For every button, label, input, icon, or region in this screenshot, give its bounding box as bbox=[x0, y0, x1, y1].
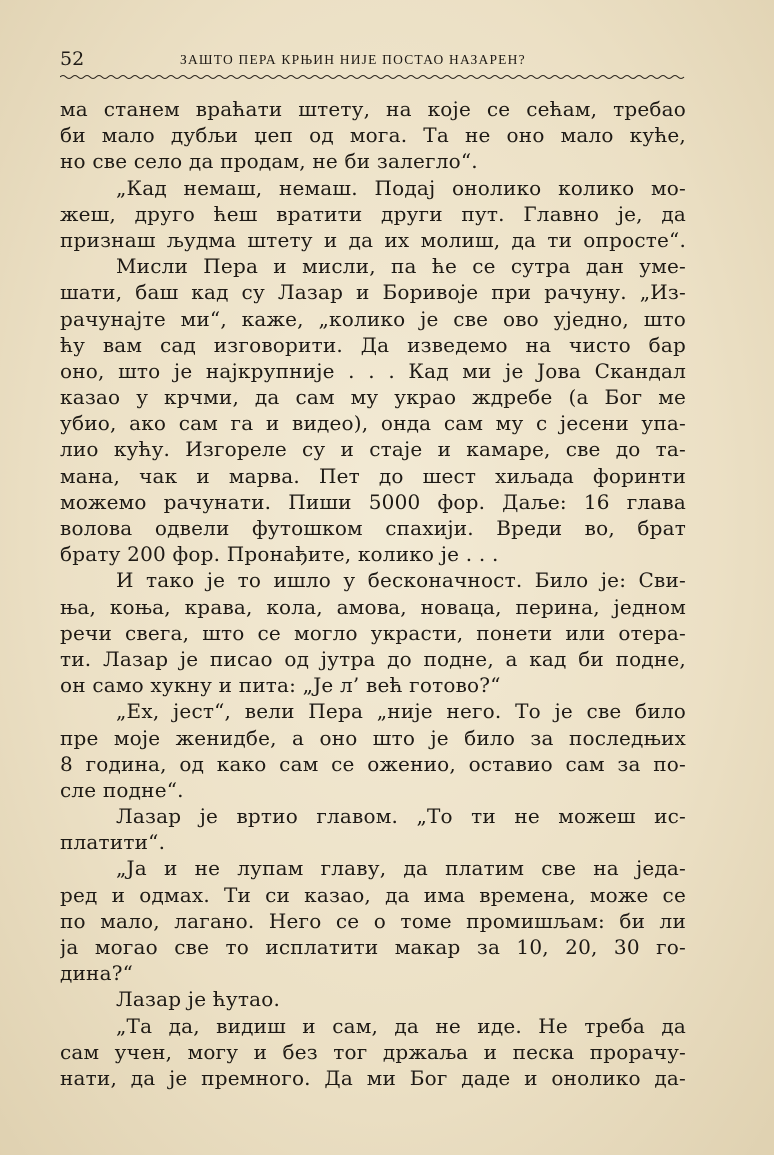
running-title: ЗАШТО ПЕРА КРЊИН НИЈЕ ПОСТАО НАЗАРЕН? bbox=[180, 52, 526, 67]
text-line: ма станем враћати штету, на које се сећам, требао bbox=[60, 97, 686, 121]
text-line: но све село да продам, не би залегло“. bbox=[60, 149, 478, 174]
text-line: он само хукну и пита: „Је л’ већ готово?“ bbox=[60, 673, 501, 698]
text-line: оно, што је најкрупније . . . Кад ми је Јова Скандал bbox=[60, 358, 686, 383]
text-line: ћу вам сад изговорити. Да изведемо на чисто бар bbox=[60, 332, 686, 357]
text-line: жеш, друго ћеш вратити други пут. Главно је, да bbox=[60, 201, 686, 226]
text-line: „Та да, видиш и сам, да не иде. Не треба да bbox=[116, 1013, 686, 1038]
text-line: сам учен, могу и без тог држаља и песка прорачу- bbox=[60, 1039, 686, 1064]
text-line: Мисли Пера и мисли, па ће се сутра дан уме- bbox=[116, 254, 686, 279]
text-line: лио кућу. Изгореле су и стаје и камаре, све до та- bbox=[60, 437, 686, 462]
page-number: 52 bbox=[60, 48, 85, 70]
text-line: рачунајте ми“, каже, „колико је све ово уједно, што bbox=[60, 306, 686, 331]
text-line: ја могао све то исплатити макар за 10, 20, 30 го- bbox=[60, 935, 686, 959]
text-line: по мало, лагано. Него се о томе промишљам: би ли bbox=[60, 908, 686, 933]
text-line: казао у крчми, да сам му украо ждребе (а Бог ме bbox=[60, 385, 686, 410]
text-line: ред и одмах. Ти си казао, да има времена, може се bbox=[60, 882, 686, 907]
text-line: „Ех, јест“, вели Пера „није него. То је све било bbox=[116, 699, 686, 724]
text-line: 8 година, од како сам се оженио, оставио сам за по- bbox=[60, 751, 686, 776]
text-line: шати, баш кад су Лазар и Боривоје при рачуну. „Из- bbox=[60, 280, 686, 305]
text-line: И тако је то ишло у бесконачност. Било је: Сви- bbox=[116, 568, 686, 593]
text-line: „Ја и не лупам главу, да платим све на једа- bbox=[116, 856, 686, 881]
text-line: сле подне“. bbox=[60, 777, 184, 802]
text-line: нати, да је премного. Да ми Бог даде и онолико да- bbox=[60, 1065, 686, 1090]
text-line: убио, ако сам га и видео), онда сам му с јесени упа- bbox=[60, 411, 686, 436]
text-line: дина?“ bbox=[60, 961, 134, 986]
text-line: би мало дубљи џеп од мога. Та не оно мало куће, bbox=[60, 123, 686, 148]
text-line: мана, чак и марва. Пет до шест хиљада форинти bbox=[60, 463, 686, 488]
header-wavy-rule bbox=[60, 74, 688, 80]
text-line: брату 200 фор. Пронађите, колико је . . . bbox=[60, 542, 499, 567]
page-header bbox=[60, 46, 686, 72]
body-text bbox=[60, 96, 686, 1091]
text-line: можемо рачунати. Пиши 5000 фор. Даље: 16 глава bbox=[60, 489, 686, 514]
text-line: Лазар је вртио главом. „То ти не можеш ис- bbox=[116, 804, 686, 829]
text-line: Лазар је ћутао. bbox=[116, 987, 281, 1012]
text-line: речи свега, што се могло украсти, понети или отера- bbox=[60, 620, 686, 645]
text-line: ти. Лазар је писао од јутра до подне, а кад би подне, bbox=[60, 646, 686, 671]
text-line: „Кад немаш, немаш. Подај онолико колико мо- bbox=[116, 175, 686, 200]
text-line: волова одвели футошком спахији. Вреди во, брат bbox=[60, 516, 686, 540]
text-line: признаш људма штету и да их молиш, да ти опросте“. bbox=[60, 227, 686, 252]
text-line: ња, коња, крава, кола, амова, новаца, перина, једном bbox=[60, 594, 686, 619]
text-line: пре моје женидбе, а оно што је било за последњих bbox=[60, 725, 686, 750]
text-line: платити“. bbox=[60, 830, 166, 855]
